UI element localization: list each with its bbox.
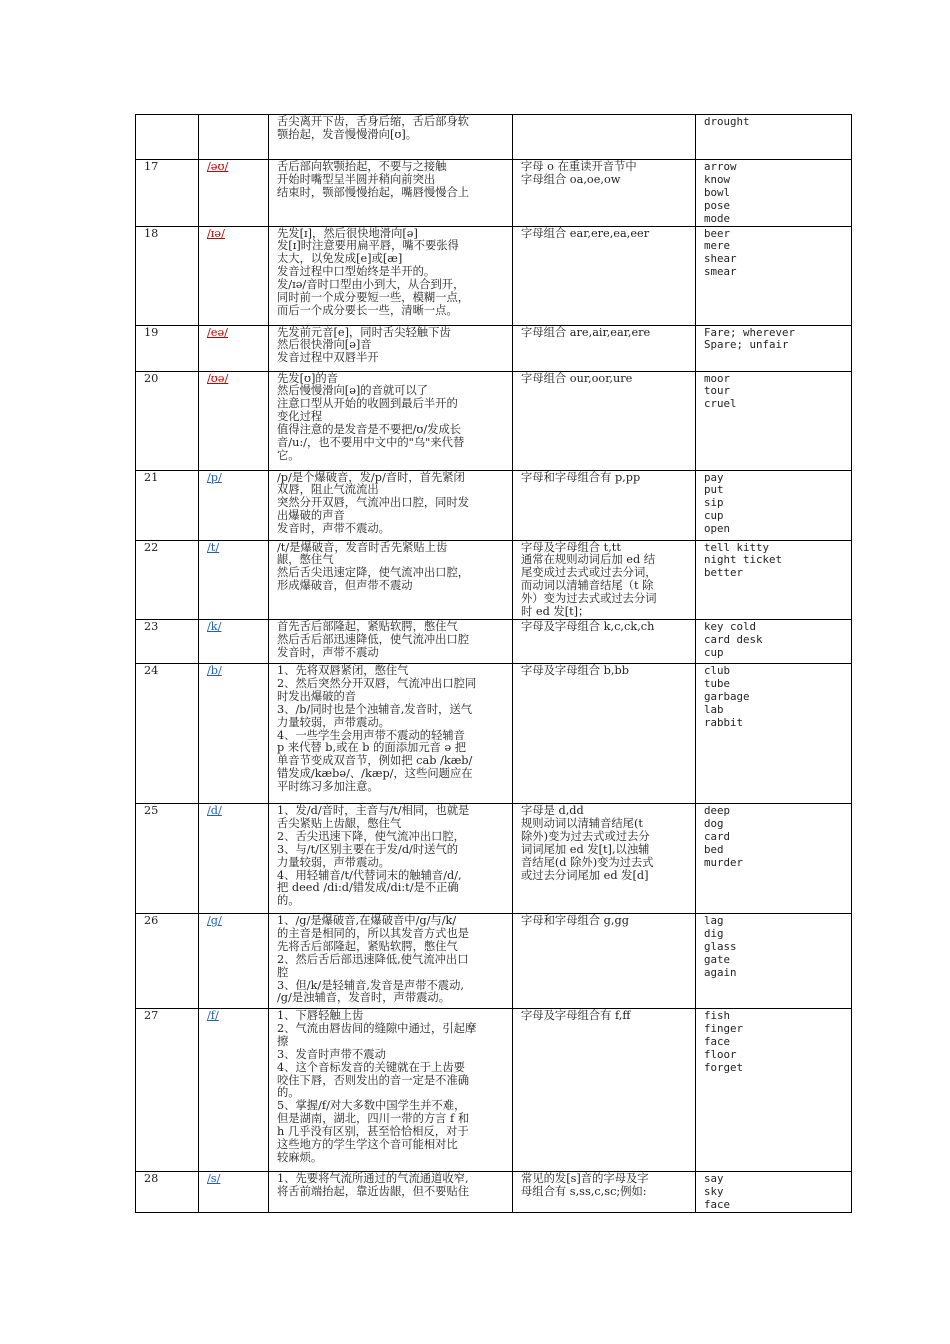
example-word: say bbox=[704, 1171, 724, 1185]
example-word: face bbox=[704, 1197, 731, 1211]
table-row bbox=[136, 226, 852, 325]
spelling-patterns bbox=[513, 913, 696, 1008]
description-line: 突然分开双唇，气流冲出口腔，同时发 bbox=[277, 496, 470, 510]
description-line: 2、舌尖迅速下降，使气流冲出口腔， bbox=[277, 829, 465, 843]
spelling-line: 时 ed 发[t]； bbox=[521, 605, 590, 619]
pronunciation-description bbox=[269, 913, 513, 1008]
example-word: sip bbox=[704, 496, 724, 510]
description-line: 5、掌握/f/对大多数中国学生并不难， bbox=[277, 1099, 466, 1113]
example-word: forget bbox=[704, 1060, 744, 1074]
pronunciation-description bbox=[269, 663, 513, 803]
row-number: 22 bbox=[136, 540, 199, 619]
description-line: 4、这个音标发音的关键就在于上齿要 bbox=[277, 1060, 465, 1074]
phonetics-table-body bbox=[136, 115, 852, 1213]
table-row bbox=[136, 803, 852, 913]
spelling-line: 字母组合 are,air,ear,ere bbox=[521, 325, 651, 339]
description-line: 形成爆破音，但声带不震动 bbox=[277, 579, 413, 593]
example-word: beer bbox=[704, 226, 731, 240]
example-word: lag bbox=[704, 913, 724, 927]
spelling-line: 或过去分词尾加 ed 发[d] bbox=[521, 868, 649, 882]
row-number: 28 bbox=[136, 1171, 199, 1212]
example-word: again bbox=[704, 965, 737, 979]
phonetic-symbol-cell bbox=[199, 619, 269, 663]
description-line: 先发[ʊ]的音 bbox=[277, 371, 339, 385]
description-line: 发音过程中双唇半开 bbox=[277, 351, 379, 365]
description-line: 太大，以免发成[e]或[æ] bbox=[277, 252, 403, 266]
description-line: /t/是爆破音，发音时舌先紧贴上齿 bbox=[277, 540, 448, 554]
example-word: tube bbox=[704, 676, 731, 690]
example-word: finger bbox=[704, 1021, 744, 1035]
example-word: cruel bbox=[704, 397, 737, 411]
example-words bbox=[696, 325, 852, 371]
example-word: better bbox=[704, 566, 744, 580]
phonetic-symbol-link[interactable]: /p/ bbox=[207, 470, 222, 484]
spelling-line: 字母组合 our,oor,ure bbox=[521, 371, 633, 385]
example-word: cup bbox=[704, 645, 724, 659]
description-line: 发音过程中口型始终是半开的。 bbox=[277, 265, 436, 279]
example-word: rabbit bbox=[704, 715, 744, 729]
phonetic-symbol-cell bbox=[199, 1171, 269, 1212]
description-line: 1、先要将气流所通过的气流通道收窄, bbox=[277, 1171, 469, 1185]
description-line: 2、气流由唇齿间的缝隙中通过，引起摩 bbox=[277, 1021, 477, 1035]
example-word: mode bbox=[704, 211, 731, 225]
pronunciation-description bbox=[269, 1008, 513, 1171]
description-line: 1、发/d/音时，主音与/t/相同，也就是 bbox=[277, 803, 470, 817]
example-word: deep bbox=[704, 803, 731, 817]
spelling-patterns bbox=[513, 663, 696, 803]
spelling-patterns bbox=[513, 325, 696, 371]
example-word: bowl bbox=[704, 185, 731, 199]
spelling-line: 字母及字母组合有 f,ff bbox=[521, 1008, 631, 1022]
example-word: glass bbox=[704, 939, 737, 953]
spelling-line: 常见的发[s]音的字母及字 bbox=[521, 1171, 649, 1185]
description-line: 1、/g/是爆破音,在爆破音中/g/与/k/ bbox=[277, 913, 457, 927]
spelling-line: 外）变为过去式或过去分词 bbox=[521, 592, 657, 606]
table-row bbox=[136, 371, 852, 470]
description-line: 舌尖离开下齿，舌身后缩，舌后部身软 bbox=[277, 115, 470, 128]
table-row bbox=[136, 540, 852, 619]
row-number: 27 bbox=[136, 1008, 199, 1171]
example-word: dog bbox=[704, 816, 724, 830]
example-word: face bbox=[704, 1034, 731, 1048]
spelling-patterns bbox=[513, 160, 696, 227]
example-word: gate bbox=[704, 952, 731, 966]
description-line: 1、下唇轻触上齿 bbox=[277, 1008, 364, 1022]
description-line: 舌尖紧贴上齿龈，憋住气 bbox=[277, 816, 402, 830]
pronunciation-description bbox=[269, 540, 513, 619]
spelling-patterns bbox=[513, 803, 696, 913]
example-word: fish bbox=[704, 1008, 731, 1022]
phonetic-symbol-link[interactable]: /f/ bbox=[207, 1008, 219, 1022]
example-word: Fare; wherever bbox=[704, 325, 796, 339]
pronunciation-description bbox=[269, 470, 513, 540]
description-line: p 来代替 b,或在 b 的面添加元音 ə 把 bbox=[277, 741, 467, 755]
example-words bbox=[696, 470, 852, 540]
table-row bbox=[136, 115, 852, 160]
example-word: Spare; unfair bbox=[704, 338, 789, 352]
example-words bbox=[696, 540, 852, 619]
spelling-line: 字母组合 ear,ere,ea,eer bbox=[521, 226, 650, 240]
description-line: 双唇，阻止气流流出 bbox=[277, 483, 379, 497]
example-word: card bbox=[704, 829, 731, 843]
row-number: 19 bbox=[136, 325, 199, 371]
pronunciation-description bbox=[269, 1171, 513, 1212]
example-word: tour bbox=[704, 384, 731, 398]
table-row bbox=[136, 470, 852, 540]
example-word: pose bbox=[704, 198, 731, 212]
example-word: night ticket bbox=[704, 553, 783, 567]
spelling-line: 字母组合 oa,oe,ow bbox=[521, 172, 621, 186]
phonetic-symbol-cell bbox=[199, 325, 269, 371]
phonetic-symbol-link[interactable]: /d/ bbox=[207, 803, 222, 817]
pronunciation-description bbox=[269, 115, 513, 160]
spelling-line: 字母及字母组合 b,bb bbox=[521, 663, 629, 677]
description-line: 但是湖南，湖北，四川一带的方言 f 和 bbox=[277, 1112, 470, 1126]
description-line: 先将舌后部隆起，紧贴软腭，憋住气 bbox=[277, 939, 458, 953]
phonetic-symbol-link[interactable]: /t/ bbox=[207, 540, 220, 554]
description-line: 然后舌后部迅速降低，使气流冲出口腔 bbox=[277, 632, 470, 646]
phonetic-symbol-link[interactable]: /eə/ bbox=[207, 325, 228, 339]
example-word: drought bbox=[704, 115, 750, 128]
example-word: pay bbox=[704, 470, 724, 484]
example-words bbox=[696, 1008, 852, 1171]
description-line: 注意口型从开始的收圆到最后半开的 bbox=[277, 397, 458, 411]
spelling-patterns bbox=[513, 115, 696, 160]
phonetic-symbol-cell bbox=[199, 1008, 269, 1171]
spelling-line: 除外)变为过去式或过去分 bbox=[521, 829, 650, 843]
description-line: 3、但/k/是轻辅音,发音是声带不震动, bbox=[277, 978, 464, 992]
example-word: club bbox=[704, 663, 731, 677]
table-row bbox=[136, 1171, 852, 1212]
spelling-line: 尾变成过去式或过去分词， bbox=[521, 566, 657, 580]
example-word: sky bbox=[704, 1184, 724, 1198]
description-line: 然后慢慢滑向[ə]的音就可以了 bbox=[277, 384, 429, 398]
example-words bbox=[696, 160, 852, 227]
description-line: 4、一些学生会用声带不震动的轻辅音 bbox=[277, 728, 465, 742]
description-line: 而后一个成分要长一些，清晰一点。 bbox=[277, 303, 458, 317]
row-number bbox=[136, 115, 199, 160]
description-line: 舌后部向软颚抬起，不要与之接触 bbox=[277, 160, 447, 173]
description-line: 的。 bbox=[277, 894, 300, 908]
spelling-line: 母组合有 s,ss,c,sc;例如: bbox=[521, 1184, 647, 1198]
description-line: 同时前一个成分要短一些，模糊一点， bbox=[277, 291, 470, 305]
description-line: 力量较弱，声带震动。 bbox=[277, 855, 390, 869]
row-number: 24 bbox=[136, 663, 199, 803]
description-line: 把 deed /di:d/错发成/di:t/是不正确 bbox=[277, 881, 459, 895]
spelling-line: 通常在规则动词后加 ed 结 bbox=[521, 553, 656, 567]
example-word: open bbox=[704, 522, 731, 536]
example-word: lab bbox=[704, 702, 724, 716]
description-line: 它。 bbox=[277, 448, 300, 462]
phonetic-symbol-link[interactable]: /b/ bbox=[207, 663, 222, 677]
description-line: 这些地方的学生学这个音可能相对比 bbox=[277, 1138, 458, 1152]
spelling-line: 字母及字母组合 k,c,ck,ch bbox=[521, 619, 655, 633]
table-row bbox=[136, 663, 852, 803]
example-word: shear bbox=[704, 252, 737, 266]
spelling-line: 音结尾(d 除外)变为过去式 bbox=[521, 855, 654, 869]
example-words bbox=[696, 619, 852, 663]
phonetic-symbol-cell bbox=[199, 913, 269, 1008]
row-number: 21 bbox=[136, 470, 199, 540]
spelling-patterns bbox=[513, 371, 696, 470]
example-word: arrow bbox=[704, 160, 737, 173]
description-line: 先发前元音[e]，同时舌尖轻触下齿 bbox=[277, 325, 451, 339]
description-line: 的主音是相同的，所以其发音方式也是 bbox=[277, 926, 470, 940]
description-line: 先发[ɪ]，然后很快地滑向[ə] bbox=[277, 226, 418, 240]
spelling-patterns bbox=[513, 1171, 696, 1212]
example-word: know bbox=[704, 172, 731, 186]
phonetic-symbol-cell bbox=[199, 160, 269, 227]
description-line: 单音节变成双音节，例如把 cab /kæb/ bbox=[277, 754, 473, 768]
description-line: h 几乎没有区别，甚至恰恰相反，对于 bbox=[277, 1125, 469, 1139]
phonetic-symbol-link[interactable]: /əʊ/ bbox=[207, 160, 229, 173]
description-line: 结束时，颚部慢慢抬起，嘴唇慢慢合上 bbox=[277, 185, 470, 199]
phonetic-symbol-cell bbox=[199, 803, 269, 913]
example-word: murder bbox=[704, 855, 744, 869]
pronunciation-description bbox=[269, 371, 513, 470]
phonetic-symbol-link[interactable]: /k/ bbox=[207, 619, 222, 633]
example-word: card desk bbox=[704, 632, 763, 646]
description-line: 将舌前端抬起，靠近齿龈，但不要贴住 bbox=[277, 1184, 470, 1198]
spelling-patterns bbox=[513, 619, 696, 663]
phonetic-symbol-link[interactable]: /ʊə/ bbox=[207, 371, 229, 385]
example-word: moor bbox=[704, 371, 731, 385]
spelling-line: 字母和字母组合有 p,pp bbox=[521, 470, 641, 484]
example-words bbox=[696, 663, 852, 803]
example-words bbox=[696, 371, 852, 470]
description-line: 发音时，声带不震动 bbox=[277, 645, 379, 659]
example-words bbox=[696, 226, 852, 325]
table-row bbox=[136, 1008, 852, 1171]
description-line: 发/ɪə/音时口型由小到大，从合到开， bbox=[277, 278, 465, 292]
description-line: 发音时，声带不震动。 bbox=[277, 522, 390, 536]
phonetic-symbol-link[interactable]: /ɪə/ bbox=[207, 226, 225, 240]
table-row bbox=[136, 913, 852, 1008]
example-word: garbage bbox=[704, 689, 750, 703]
example-words bbox=[696, 115, 852, 160]
description-line: 变化过程 bbox=[277, 410, 323, 424]
description-line: 较麻烦。 bbox=[277, 1150, 323, 1164]
example-word: mere bbox=[704, 239, 731, 253]
example-word: dig bbox=[704, 926, 724, 940]
description-line: 发[ɪ]时注意要用扁平唇，嘴不要张得 bbox=[277, 239, 459, 253]
example-word: put bbox=[704, 483, 724, 497]
phonetic-symbol-cell bbox=[199, 663, 269, 803]
example-word: tell kitty bbox=[704, 540, 770, 554]
phonetic-symbol-link[interactable]: /s/ bbox=[207, 1171, 221, 1185]
spelling-line: 字母 o 在重读开音节中 bbox=[521, 160, 637, 173]
row-number: 20 bbox=[136, 371, 199, 470]
pronunciation-description bbox=[269, 619, 513, 663]
spelling-patterns bbox=[513, 226, 696, 325]
phonetic-symbol-cell bbox=[199, 540, 269, 619]
description-line: 开始时嘴型呈半圆并稍向前突出 bbox=[277, 172, 436, 186]
description-line: 3、/b/同时也是个浊辅音,发音时，送气 bbox=[277, 702, 473, 716]
phonetics-table bbox=[135, 114, 852, 1213]
description-line: 时发出爆破的音 bbox=[277, 689, 357, 703]
phonetic-symbol-cell bbox=[199, 371, 269, 470]
description-line: 力量较弱，声带震动。 bbox=[277, 715, 390, 729]
description-line: 2、然后突然分开双唇，气流冲出口腔同 bbox=[277, 676, 477, 690]
phonetic-symbol-cell bbox=[199, 470, 269, 540]
row-number: 26 bbox=[136, 913, 199, 1008]
description-line: 2、然后舌后部迅速降低,使气流冲出口 bbox=[277, 952, 469, 966]
description-line: 咬住下唇，否则发出的音一定是不准确 bbox=[277, 1073, 470, 1087]
pronunciation-description bbox=[269, 325, 513, 371]
phonetic-symbol-cell bbox=[199, 115, 269, 160]
description-line: 出爆破的声音 bbox=[277, 509, 345, 523]
pronunciation-description bbox=[269, 160, 513, 227]
example-word: floor bbox=[704, 1047, 737, 1061]
description-line: 平时练习多加注意。 bbox=[277, 780, 379, 794]
pronunciation-description bbox=[269, 226, 513, 325]
phonetic-symbol-cell bbox=[199, 226, 269, 325]
table-row bbox=[136, 160, 852, 227]
example-word: key cold bbox=[704, 619, 757, 633]
spelling-patterns bbox=[513, 1008, 696, 1171]
description-line: 首先舌后部隆起，紧贴软腭，憋住气 bbox=[277, 619, 458, 633]
example-word: bed bbox=[704, 842, 724, 856]
spelling-line: 字母是 d,dd bbox=[521, 803, 584, 817]
spelling-line: 而动词以清辅音结尾（t 除 bbox=[521, 579, 654, 593]
table-row bbox=[136, 619, 852, 663]
description-line: /g/是浊辅音，发音时，声带震动。 bbox=[277, 991, 451, 1005]
row-number: 17 bbox=[136, 160, 199, 227]
row-number: 23 bbox=[136, 619, 199, 663]
description-line: 擦 bbox=[277, 1034, 289, 1048]
description-line: 然后很快滑向[ə]音 bbox=[277, 338, 372, 352]
row-number: 25 bbox=[136, 803, 199, 913]
example-words bbox=[696, 1171, 852, 1212]
description-line: 颚抬起，发音慢慢滑向[ʊ]。 bbox=[277, 127, 418, 141]
example-word: cup bbox=[704, 509, 724, 523]
description-line: 值得注意的是发音是不要把/ʊ/发成长 bbox=[277, 423, 462, 437]
description-line: 3、与/t/区别主要在于发/d/时送气的 bbox=[277, 842, 459, 856]
spelling-line: 规则动词以清辅音结尾(t bbox=[521, 816, 643, 830]
description-line: 腔 bbox=[277, 965, 289, 979]
description-line: 龈，憋住气 bbox=[277, 553, 334, 567]
description-line: 错发成/kæbə/、/kæp/，这些问题应在 bbox=[277, 767, 473, 781]
spelling-line: 字母和字母组合 g,gg bbox=[521, 913, 629, 927]
spelling-line: 字母及字母组合 t,tt bbox=[521, 540, 621, 554]
description-line: 音/u:/，也不要用中文中的"乌"来代替 bbox=[277, 436, 465, 450]
spelling-patterns bbox=[513, 540, 696, 619]
description-line: 的。 bbox=[277, 1086, 300, 1100]
example-word: smear bbox=[704, 265, 737, 279]
description-line: 1、先将双唇紧闭，憋住气 bbox=[277, 663, 409, 677]
spelling-patterns bbox=[513, 470, 696, 540]
description-line: 然后舌尖迅速定降，使气流冲出口腔， bbox=[277, 566, 470, 580]
description-line: 3、发音时声带不震动 bbox=[277, 1047, 386, 1061]
description-line: /p/是个爆破音，发/p/音时，首先紧闭 bbox=[277, 470, 465, 484]
pronunciation-description bbox=[269, 803, 513, 913]
example-words bbox=[696, 913, 852, 1008]
table-row bbox=[136, 325, 852, 371]
row-number: 18 bbox=[136, 226, 199, 325]
description-line: 4、用轻辅音/t/代替词末的触辅音/d/, bbox=[277, 868, 462, 882]
example-words bbox=[696, 803, 852, 913]
phonetic-symbol-link[interactable]: /g/ bbox=[207, 913, 222, 927]
spelling-line: 词词尾加 ed 发[t],以浊辅 bbox=[521, 842, 650, 856]
